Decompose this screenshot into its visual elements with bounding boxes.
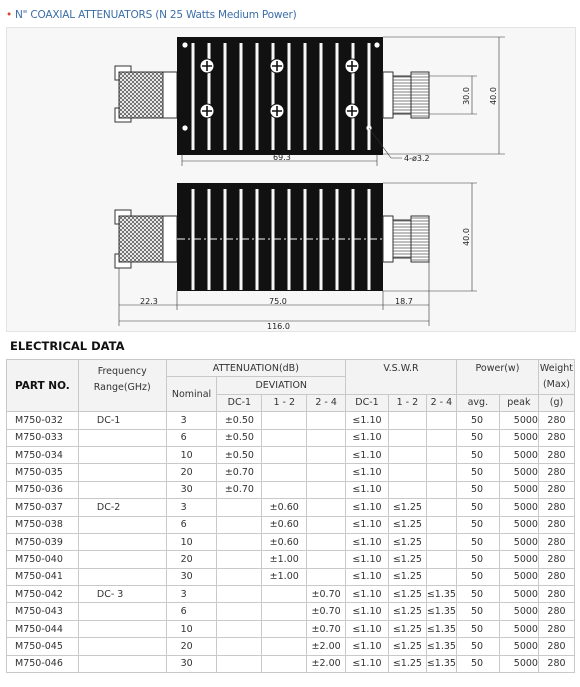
- dim-75: 75.0: [269, 297, 287, 306]
- cell-dev-dc1: ±0.70: [217, 464, 262, 481]
- table-row: [7, 638, 575, 655]
- cell-nominal: 3: [166, 499, 217, 516]
- cell-power-avg: 50: [456, 516, 499, 533]
- table-row: [7, 412, 575, 429]
- cell-frequency: [78, 481, 166, 498]
- cell-dev-2-4: [307, 551, 346, 568]
- cell-dev-dc1: [217, 638, 262, 655]
- cell-power-peak: 5000: [499, 551, 538, 568]
- cell-part-no: M750-041: [7, 568, 79, 585]
- cell-weight: 280: [538, 638, 574, 655]
- cell-weight: 280: [538, 655, 574, 672]
- cell-vswr-2-4: ≤1.35: [426, 603, 456, 620]
- cell-power-avg: 50: [456, 638, 499, 655]
- cell-nominal: 20: [166, 464, 217, 481]
- cell-power-avg: 50: [456, 603, 499, 620]
- cell-dev-2-4: [307, 499, 346, 516]
- cell-vswr-2-4: [426, 568, 456, 585]
- cell-part-no: M750-044: [7, 620, 79, 637]
- cell-power-peak: 5000: [499, 446, 538, 463]
- cell-part-no: M750-042: [7, 586, 79, 603]
- cell-power-avg: 50: [456, 446, 499, 463]
- table-row: [7, 481, 575, 498]
- cell-power-avg: 50: [456, 429, 499, 446]
- cell-dev-2-4: [307, 568, 346, 585]
- cell-weight: 280: [538, 516, 574, 533]
- cell-weight: 280: [538, 620, 574, 637]
- cell-part-no: M750-040: [7, 551, 79, 568]
- cell-dev-dc1: [217, 516, 262, 533]
- side-right-n-connector: [411, 216, 429, 262]
- header-part-no: PART NO.: [7, 360, 79, 412]
- cell-vswr-dc1: ≤1.10: [346, 603, 389, 620]
- cell-part-no: M750-037: [7, 499, 79, 516]
- table-row: [7, 533, 575, 550]
- electrical-data-title: ELECTRICAL DATA: [10, 339, 125, 353]
- side-view: [115, 183, 477, 331]
- cell-dev-dc1: [217, 620, 262, 637]
- header-deviation: DEVIATION: [217, 377, 346, 394]
- bullet-icon: •: [6, 9, 12, 21]
- cell-vswr-dc1: ≤1.10: [346, 533, 389, 550]
- cell-dev-2-4: [307, 429, 346, 446]
- cell-nominal: 20: [166, 638, 217, 655]
- dim-69-3: 69.3: [273, 153, 291, 162]
- cell-nominal: 6: [166, 516, 217, 533]
- header-vswr-2-4: 2 - 4: [426, 394, 456, 411]
- cell-vswr-1-2: [388, 464, 426, 481]
- cell-vswr-dc1: ≤1.10: [346, 481, 389, 498]
- cell-dev-1-2: ±1.00: [262, 551, 307, 568]
- cell-dev-1-2: [262, 464, 307, 481]
- cell-dev-2-4: ±0.70: [307, 586, 346, 603]
- cell-vswr-2-4: [426, 429, 456, 446]
- cell-frequency: [78, 533, 166, 550]
- cell-vswr-2-4: [426, 551, 456, 568]
- cell-power-peak: 5000: [499, 499, 538, 516]
- table-row: [7, 464, 575, 481]
- cell-vswr-dc1: ≤1.10: [346, 429, 389, 446]
- cell-vswr-1-2: ≤1.25: [388, 620, 426, 637]
- cell-dev-dc1: ±0.50: [217, 429, 262, 446]
- dim-22-3: 22.3: [140, 297, 158, 306]
- dim-30: 30.0: [462, 87, 471, 105]
- cell-power-avg: 50: [456, 620, 499, 637]
- cell-vswr-2-4: [426, 516, 456, 533]
- cell-weight: 280: [538, 481, 574, 498]
- cell-power-avg: 50: [456, 551, 499, 568]
- cell-vswr-1-2: [388, 429, 426, 446]
- right-connector-body: [393, 76, 411, 114]
- header-vswr-1-2: 1 - 2: [388, 394, 426, 411]
- cell-part-no: M750-034: [7, 446, 79, 463]
- cell-power-peak: 5000: [499, 464, 538, 481]
- cell-frequency: DC-1: [78, 412, 166, 429]
- cell-part-no: M750-033: [7, 429, 79, 446]
- cell-vswr-1-2: ≤1.25: [388, 655, 426, 672]
- cell-nominal: 30: [166, 481, 217, 498]
- cell-vswr-dc1: ≤1.10: [346, 551, 389, 568]
- cell-nominal: 30: [166, 568, 217, 585]
- cell-vswr-2-4: [426, 499, 456, 516]
- table-row: [7, 603, 575, 620]
- cell-nominal: 30: [166, 655, 217, 672]
- dim-18-7: 18.7: [395, 297, 413, 306]
- cell-power-avg: 50: [456, 412, 499, 429]
- header-frequency-line2: Range(GHz): [93, 382, 151, 393]
- cell-vswr-1-2: ≤1.25: [388, 551, 426, 568]
- cell-dev-1-2: [262, 481, 307, 498]
- cell-vswr-dc1: ≤1.10: [346, 412, 389, 429]
- cell-vswr-dc1: ≤1.10: [346, 586, 389, 603]
- cell-power-avg: 50: [456, 533, 499, 550]
- cell-power-avg: 50: [456, 464, 499, 481]
- cell-nominal: 3: [166, 586, 217, 603]
- cell-part-no: M750-039: [7, 533, 79, 550]
- cell-weight: 280: [538, 568, 574, 585]
- cell-nominal: 6: [166, 603, 217, 620]
- cell-frequency: [78, 464, 166, 481]
- cell-nominal: 3: [166, 412, 217, 429]
- cell-power-peak: 5000: [499, 655, 538, 672]
- cell-dev-1-2: [262, 586, 307, 603]
- header-weight-unit: (g): [538, 394, 574, 411]
- cell-frequency: DC-2: [78, 499, 166, 516]
- cell-dev-dc1: [217, 499, 262, 516]
- cell-vswr-1-2: ≤1.25: [388, 638, 426, 655]
- cell-vswr-2-4: [426, 533, 456, 550]
- cell-dev-1-2: ±0.60: [262, 499, 307, 516]
- cell-weight: 280: [538, 551, 574, 568]
- cell-vswr-dc1: ≤1.10: [346, 568, 389, 585]
- table-row: [7, 620, 575, 637]
- cell-frequency: [78, 516, 166, 533]
- header-power-peak: peak: [499, 394, 538, 411]
- cell-vswr-1-2: ≤1.25: [388, 533, 426, 550]
- cell-vswr-2-4: [426, 412, 456, 429]
- table-row: [7, 568, 575, 585]
- cell-vswr-2-4: ≤1.35: [426, 655, 456, 672]
- drawing-svg: [7, 28, 575, 331]
- header-vswr: V.S.W.R: [346, 360, 457, 395]
- header-power-avg: avg.: [456, 394, 499, 411]
- header-frequency: [78, 360, 166, 412]
- table-row: [7, 429, 575, 446]
- section-title-text: N" COAXIAL ATTENUATORS (N 25 Watts Medium Power): [15, 9, 297, 21]
- cell-dev-dc1: ±0.50: [217, 446, 262, 463]
- dim-116: 116.0: [267, 322, 290, 331]
- header-attenuation: ATTENUATION(dB): [166, 360, 345, 377]
- cell-frequency: [78, 638, 166, 655]
- cell-dev-1-2: [262, 429, 307, 446]
- table-row: [7, 499, 575, 516]
- table-row: [7, 551, 575, 568]
- cell-nominal: 10: [166, 446, 217, 463]
- cell-dev-2-4: ±0.70: [307, 603, 346, 620]
- right-n-connector: [411, 72, 429, 118]
- cell-vswr-dc1: ≤1.10: [346, 638, 389, 655]
- cell-power-avg: 50: [456, 586, 499, 603]
- cell-weight: 280: [538, 499, 574, 516]
- cell-dev-2-4: ±0.70: [307, 620, 346, 637]
- cell-dev-2-4: ±2.00: [307, 638, 346, 655]
- cell-vswr-1-2: [388, 481, 426, 498]
- cell-dev-dc1: [217, 603, 262, 620]
- header-weight-line2: (Max): [542, 378, 571, 390]
- electrical-data-table: [6, 359, 575, 673]
- cell-vswr-2-4: ≤1.35: [426, 586, 456, 603]
- cell-part-no: M750-036: [7, 481, 79, 498]
- connector-collar: [163, 72, 177, 118]
- cell-part-no: M750-043: [7, 603, 79, 620]
- cell-dev-dc1: [217, 568, 262, 585]
- cell-power-avg: 50: [456, 655, 499, 672]
- cell-part-no: M750-045: [7, 638, 79, 655]
- header-dev-2-4: 2 - 4: [307, 394, 346, 411]
- cell-frequency: [78, 429, 166, 446]
- cell-power-peak: 5000: [499, 412, 538, 429]
- cell-part-no: M750-032: [7, 412, 79, 429]
- cell-nominal: 6: [166, 429, 217, 446]
- cell-frequency: [78, 446, 166, 463]
- table-body: [7, 412, 575, 673]
- cell-vswr-dc1: ≤1.10: [346, 655, 389, 672]
- side-left-n-connector: [119, 216, 165, 262]
- side-right-connector-flange: [383, 216, 393, 262]
- cell-vswr-1-2: [388, 412, 426, 429]
- cell-weight: 280: [538, 603, 574, 620]
- technical-drawing: [6, 27, 576, 332]
- cell-vswr-dc1: ≤1.10: [346, 464, 389, 481]
- cell-power-avg: 50: [456, 481, 499, 498]
- cell-vswr-1-2: ≤1.25: [388, 516, 426, 533]
- dim-40-side: 40.0: [462, 228, 471, 246]
- cell-power-peak: 5000: [499, 533, 538, 550]
- table-row: [7, 655, 575, 672]
- cell-weight: 280: [538, 464, 574, 481]
- cell-vswr-dc1: ≤1.10: [346, 446, 389, 463]
- cell-vswr-2-4: [426, 481, 456, 498]
- header-weight: [538, 360, 574, 395]
- cell-dev-1-2: [262, 638, 307, 655]
- cell-vswr-1-2: ≤1.25: [388, 603, 426, 620]
- cell-weight: 280: [538, 446, 574, 463]
- header-power: Power(w): [456, 360, 538, 395]
- cell-dev-2-4: [307, 516, 346, 533]
- left-n-connector: [119, 72, 165, 118]
- cell-dev-1-2: [262, 412, 307, 429]
- cell-dev-2-4: [307, 533, 346, 550]
- header-vswr-dc1: DC-1: [346, 394, 389, 411]
- header-weight-line1: Weight: [539, 362, 574, 374]
- header-frequency-line1: Frequency: [97, 366, 147, 377]
- cell-vswr-1-2: [388, 446, 426, 463]
- cell-power-peak: 5000: [499, 586, 538, 603]
- cell-vswr-dc1: ≤1.10: [346, 499, 389, 516]
- cell-frequency: DC- 3: [78, 586, 166, 603]
- dim-holes: 4-ø3.2: [404, 154, 430, 163]
- cell-weight: 280: [538, 586, 574, 603]
- side-right-connector-body: [393, 220, 411, 258]
- cell-dev-dc1: [217, 551, 262, 568]
- cell-dev-dc1: [217, 533, 262, 550]
- dim-40-top: 40.0: [489, 87, 498, 105]
- cell-dev-dc1: [217, 655, 262, 672]
- cell-vswr-1-2: ≤1.25: [388, 586, 426, 603]
- cell-vswr-2-4: [426, 464, 456, 481]
- cell-vswr-1-2: ≤1.25: [388, 499, 426, 516]
- cell-dev-dc1: ±0.70: [217, 481, 262, 498]
- cell-part-no: M750-038: [7, 516, 79, 533]
- cell-frequency: [78, 603, 166, 620]
- cell-dev-1-2: ±1.00: [262, 568, 307, 585]
- cell-part-no: M750-035: [7, 464, 79, 481]
- cell-dev-1-2: ±0.60: [262, 516, 307, 533]
- table-row: [7, 446, 575, 463]
- cell-vswr-dc1: ≤1.10: [346, 620, 389, 637]
- cell-vswr-2-4: [426, 446, 456, 463]
- cell-vswr-dc1: ≤1.10: [346, 516, 389, 533]
- cell-power-avg: 50: [456, 499, 499, 516]
- cell-dev-1-2: [262, 446, 307, 463]
- cell-power-peak: 5000: [499, 568, 538, 585]
- cell-nominal: 10: [166, 620, 217, 637]
- cell-dev-2-4: [307, 446, 346, 463]
- cell-power-peak: 5000: [499, 429, 538, 446]
- cell-vswr-1-2: ≤1.25: [388, 568, 426, 585]
- side-connector-collar: [163, 216, 177, 262]
- cell-power-avg: 50: [456, 568, 499, 585]
- cell-dev-2-4: [307, 481, 346, 498]
- header-dev-1-2: 1 - 2: [262, 394, 307, 411]
- cell-power-peak: 5000: [499, 638, 538, 655]
- cell-dev-2-4: ±2.00: [307, 655, 346, 672]
- cell-dev-2-4: [307, 412, 346, 429]
- cell-dev-2-4: [307, 464, 346, 481]
- cell-nominal: 20: [166, 551, 217, 568]
- right-connector-flange: [383, 72, 393, 118]
- cell-power-peak: 5000: [499, 620, 538, 637]
- cell-weight: 280: [538, 533, 574, 550]
- cell-dev-dc1: [217, 586, 262, 603]
- cell-dev-dc1: ±0.50: [217, 412, 262, 429]
- section-title: [6, 9, 297, 21]
- cell-vswr-2-4: ≤1.35: [426, 638, 456, 655]
- cell-weight: 280: [538, 429, 574, 446]
- cell-frequency: [78, 620, 166, 637]
- cell-dev-1-2: ±0.60: [262, 533, 307, 550]
- cell-dev-1-2: [262, 655, 307, 672]
- top-view: [115, 37, 505, 166]
- cell-nominal: 10: [166, 533, 217, 550]
- cell-power-peak: 5000: [499, 516, 538, 533]
- cell-frequency: [78, 551, 166, 568]
- cell-frequency: [78, 655, 166, 672]
- cell-part-no: M750-046: [7, 655, 79, 672]
- cell-power-peak: 5000: [499, 603, 538, 620]
- header-nominal: Nominal: [166, 377, 217, 412]
- header-dev-dc1: DC-1: [217, 394, 262, 411]
- table-row: [7, 586, 575, 603]
- cell-weight: 280: [538, 412, 574, 429]
- cell-vswr-2-4: ≤1.35: [426, 620, 456, 637]
- table-row: [7, 516, 575, 533]
- cell-dev-1-2: [262, 603, 307, 620]
- cell-frequency: [78, 568, 166, 585]
- cell-power-peak: 5000: [499, 481, 538, 498]
- cell-dev-1-2: [262, 620, 307, 637]
